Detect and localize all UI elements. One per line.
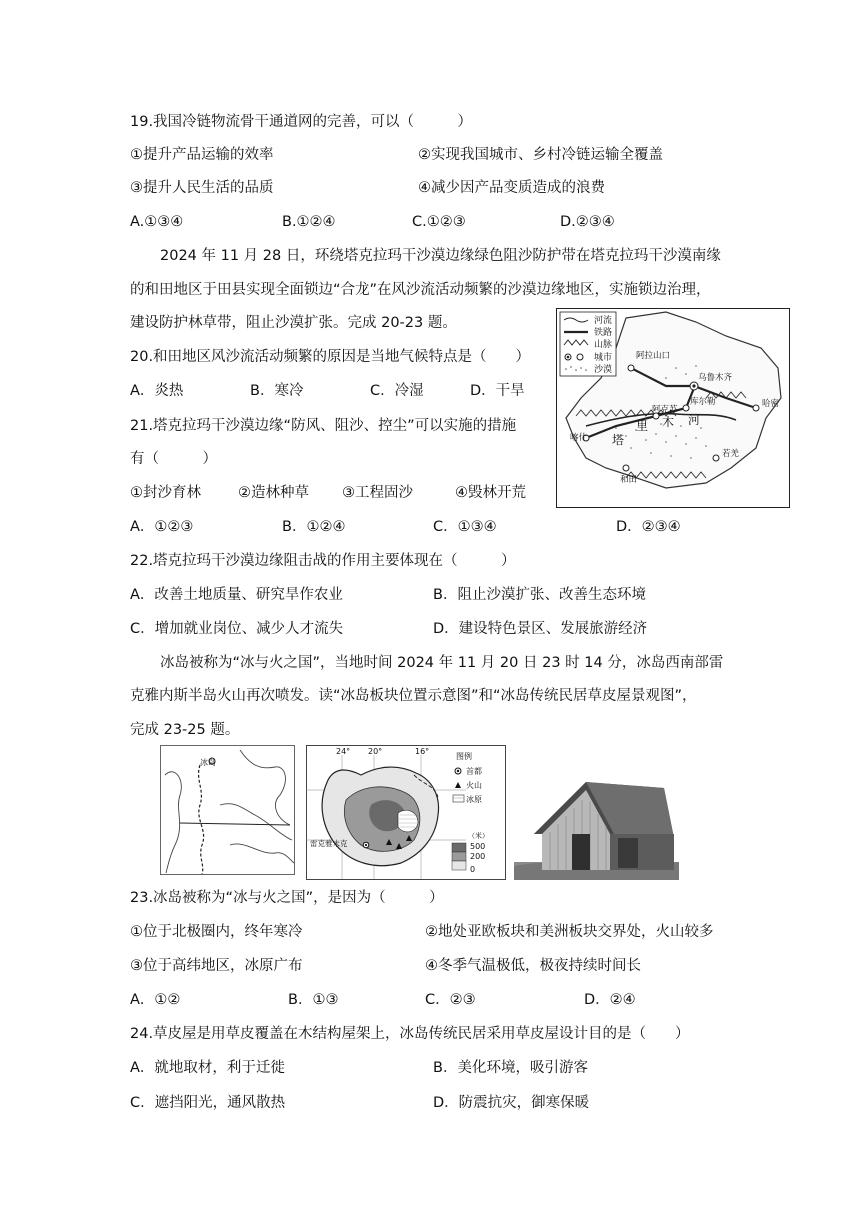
map3-lon-24: 24° [336,747,351,756]
q24-option-d: D．防震抗灾，御寒保暖 [433,1095,590,1111]
map3-level-200: 200 [470,852,486,861]
map1-legend-mountain: 山脉 [594,340,613,350]
map1-legend-river: 河流 [594,316,613,326]
map1-label-j: 喀什 [570,433,588,443]
q19-option-c: C.①②③ [412,214,466,230]
map2-label-iceland: 冰岛 [200,758,216,767]
q21-item-2: ②造林种草 [238,485,309,501]
map1-label-a: 阿拉山口 [636,351,671,361]
xinjiang-map [556,308,790,508]
material1-line1: 2024 年 11 月 28 日，环绕塔克拉玛干沙漠边缘绿色阻沙防护带在塔克拉玛干沙漠南缘 [160,248,721,264]
map1-label-c: 哈密 [762,399,780,409]
iceland-topo-map [306,745,506,880]
map3-legend-volcano: 火山 [466,781,482,790]
map1-label-e: 阿克苏 [652,405,678,415]
q20-option-b: B．寒冷 [250,383,304,399]
q23-stem: 23.冰岛被称为“冰与火之国”，是因为（ ） [130,890,444,906]
q20-option-c: C．冷湿 [370,383,424,399]
q21-option-c: C．①③④ [433,519,497,535]
q20-stem: 20.和田地区风沙流活动频繁的原因是当地气候特点是（ ） [130,349,531,365]
q23-item-4: ④冬季气温极低，极夜持续时间长 [425,958,641,974]
map1-label-f: 塔 [612,433,625,447]
q24-option-a: A．就地取材，利于迁徙 [130,1060,285,1076]
q19-item-1: ①提升产品运输的效率 [130,147,274,163]
q21-item-4: ④毁林开荒 [455,485,526,501]
map1-label-i: 河 [688,413,701,427]
q22-option-b: B．阻止沙漠扩张、改善生态环境 [433,587,646,603]
q24-stem: 24.草皮屋是用草皮覆盖在木结构屋架上，冰岛传统民居采用草皮屋设计目的是（ ） [130,1026,690,1042]
map3-level-500: 500 [470,842,486,851]
map1-label-d: 库尔勒 [690,397,716,407]
iceland-plate-map [160,745,295,875]
map3-legend-capital: 首都 [466,767,482,776]
map3-unit: （米） [468,832,489,840]
map1-legend-desert: 沙漠 [594,365,613,375]
material2-line3: 完成 23-25 题。 [130,722,240,738]
map1-label-b: 乌鲁木齐 [698,373,733,383]
map1-legend-city: 城市 [594,353,613,363]
q21-item-3: ③工程固沙 [342,485,413,501]
q21-item-1: ①封沙育林 [130,485,201,501]
map3-place-label: 雷克雅未克 [310,839,348,848]
material2-line2: 克雅内斯半岛火山再次喷发。读“冰岛板块位置示意图”和“冰岛传统民居草皮屋景观图”， [130,688,697,704]
map3-legend-icefield: 冰原 [466,795,482,804]
q22-option-a: A．改善土地质量、研究旱作农业 [130,587,343,603]
map3-lon-20: 20° [368,747,383,756]
material1-line3: 建设防护林草带，阻止沙漠扩张。完成 20-23 题。 [130,315,457,331]
turf-house-photo [514,774,679,880]
q20-option-a: A．炎热 [130,383,184,399]
q21-option-d: D．②③④ [616,519,681,535]
q19-option-a: A.①③④ [130,214,184,230]
q19-option-d: D.②③④ [560,214,615,230]
map1-label-h: 木 [662,415,675,429]
q21-option-b: B．①②④ [282,519,346,535]
q23-item-1: ①位于北极圈内，终年寒冷 [130,924,303,940]
material1-line2: 的和田地区于田县实现全面锁边“合龙”在风沙流活动频繁的沙漠边缘地区，实施锁边治理， [130,282,711,298]
q19-stem: 19.我国冷链物流骨干通道网的完善，可以（ ） [130,114,473,130]
map1-label-g: 里 [636,419,649,433]
q22-option-d: D．建设特色景区、发展旅游经济 [433,621,648,637]
map3-lon-16: 16° [415,747,430,756]
q24-option-b: B．美化环境，吸引游客 [433,1060,588,1076]
q19-item-4: ④减少因产品变质造成的浪费 [418,180,605,196]
q23-option-b: B．①③ [288,992,339,1008]
map3-legend-title: 图例 [456,752,472,761]
q22-stem: 22.塔克拉玛干沙漠边缘阻击战的作用主要体现在（ ） [130,553,516,569]
q21-stem-line2: 有（ ） [130,451,217,467]
map1-legend-rail: 铁路 [594,328,613,338]
q19-item-2: ②实现我国城市、乡村冷链运输全覆盖 [418,147,663,163]
q21-stem-line1: 21.塔克拉玛干沙漠边缘“防风、阻沙、控尘”可以实施的措施 [130,418,517,434]
q21-option-a: A．①②③ [130,519,194,535]
material2-line1: 冰岛被称为“冰与火之国”，当地时间 2024 年 11 月 20 日 23 时 14 分，冰岛西南部雷 [160,655,724,671]
q23-option-a: A．①② [130,992,181,1008]
q23-item-3: ③位于高纬地区，冰原广布 [130,958,303,974]
q24-option-c: C．遮挡阳光，通风散热 [130,1095,286,1111]
map1-label-l: 和田 [620,475,638,485]
map3-level-0: 0 [470,865,476,874]
map1-label-k: 若羌 [722,449,740,459]
q23-option-c: C．②③ [425,992,476,1008]
q23-option-d: D．②④ [584,992,636,1008]
q19-option-b: B.①②④ [282,214,336,230]
q20-option-d: D．干旱 [470,383,525,399]
q22-option-c: C．增加就业岗位、减少人才流失 [130,621,344,637]
q23-item-2: ②地处亚欧板块和美洲板块交界处，火山较多 [425,924,714,940]
q19-item-3: ③提升人民生活的品质 [130,180,274,196]
